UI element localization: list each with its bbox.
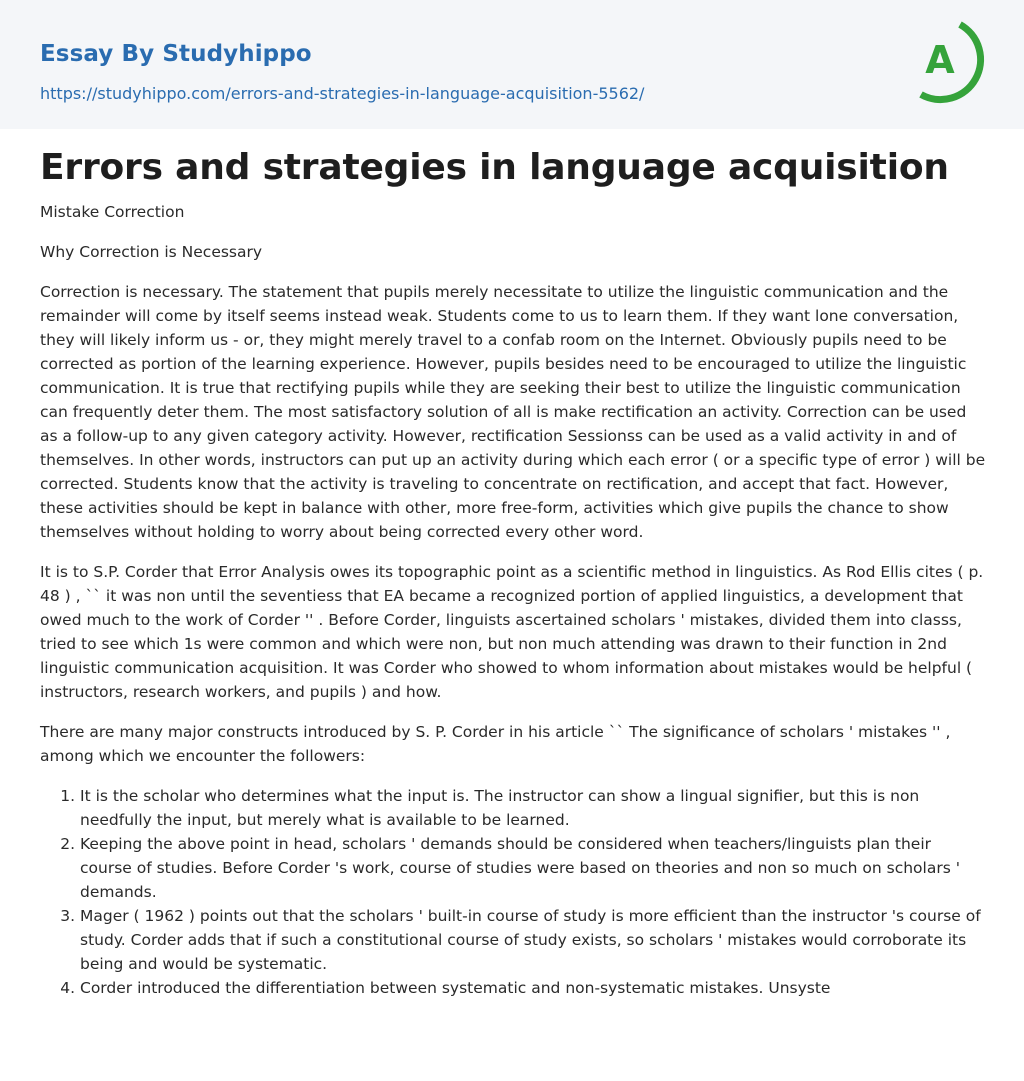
logo-letter: A (925, 38, 955, 82)
essay-body (40, 200, 986, 1000)
list-item: 1. It is the scholar who determines what the input is. The instructor can show a lingual signifier, but this is non needfully the input, but merely what is available to be learned. (80, 784, 986, 832)
paragraph: Correction is necessary. The statement that pupils merely necessitate to utilize the linguistic communication and the remainder will come by itself seems instead weak. Students come to us to learn them. If they want lone conversation, they will likely inform us - or, they might merely travel to a confab room on the Internet. Obviously pupils need to be corrected as portion of the learning experience. However, pupils besides need to be encouraged to utilize the linguistic communication. It is true that rectifying pupils while they are seeking their best to utilize the linguistic communication can frequently deter them. The most satisfactory solution of all is make rectification an activity. Correction can be used as a follow-up to any given category activity. However, rectification Sessionss can be used as a valid activity in and of themselves. In other words, instructors can put up an activity during which each error ( or a specific type of error ) will be corrected. Students know that the activity is traveling to concentrate on rectification, and accept that fact. However, these activities should be kept in balance with other, more free-form, activities which give pupils the chance to show themselves without holding to worry about being corrected every other word. (40, 283, 986, 541)
brand-link[interactable]: Essay By Studyhippo (40, 41, 312, 67)
section-heading: Mistake Correction (40, 203, 185, 221)
site-header (0, 0, 1024, 129)
list-item: 4. Corder introduced the differentiation between systematic and non-systematic mistakes. Unsyste (80, 976, 986, 1000)
studyhippo-logo-icon[interactable] (910, 18, 988, 106)
paragraph: It is to S.P. Corder that Error Analysis owes its topographic point as a scientific method in linguistics. As Rod Ellis cites ( p. 48 ) , `` it was non until the seventiess that EA became a recognized portion of applied linguistics, a development that owed much to the work of Corder '' . Before Corder, linguists ascertained scholars ' mistakes, divided them into classs, tried to see which 1s were common and which were non, but non much attending was drawn to their function in 2nd linguistic communication acquisition. It was Corder who showed to whom information about mistakes would be helpful ( instructors, research workers, and pupils ) and how. (40, 563, 984, 701)
list-item: 2. Keeping the above point in head, scholars ' demands should be considered when teachers/linguists plan their course of studies. Before Corder 's work, course of studies were based on theories and non so much on scholars ' demands. (80, 832, 986, 904)
essay-url-link[interactable]: https://studyhippo.com/errors-and-strategies-in-language-acquisition-5562/ (40, 84, 645, 103)
concepts-list (40, 784, 986, 1000)
list-item: 3. Mager ( 1962 ) points out that the scholars ' built-in course of study is more efficient than the instructor 's course of study. Corder adds that if such a constitutional course of study exists, so scholars ' mistakes would corroborate its being and would be systematic. (80, 904, 986, 976)
paragraph: There are many major constructs introduced by S. P. Corder in his article `` The significance of scholars ' mistakes '' , among which we encounter the followers: (40, 723, 951, 765)
essay-title: Errors and strategies in language acquisition (40, 147, 949, 188)
section-subheading: Why Correction is Necessary (40, 243, 263, 261)
